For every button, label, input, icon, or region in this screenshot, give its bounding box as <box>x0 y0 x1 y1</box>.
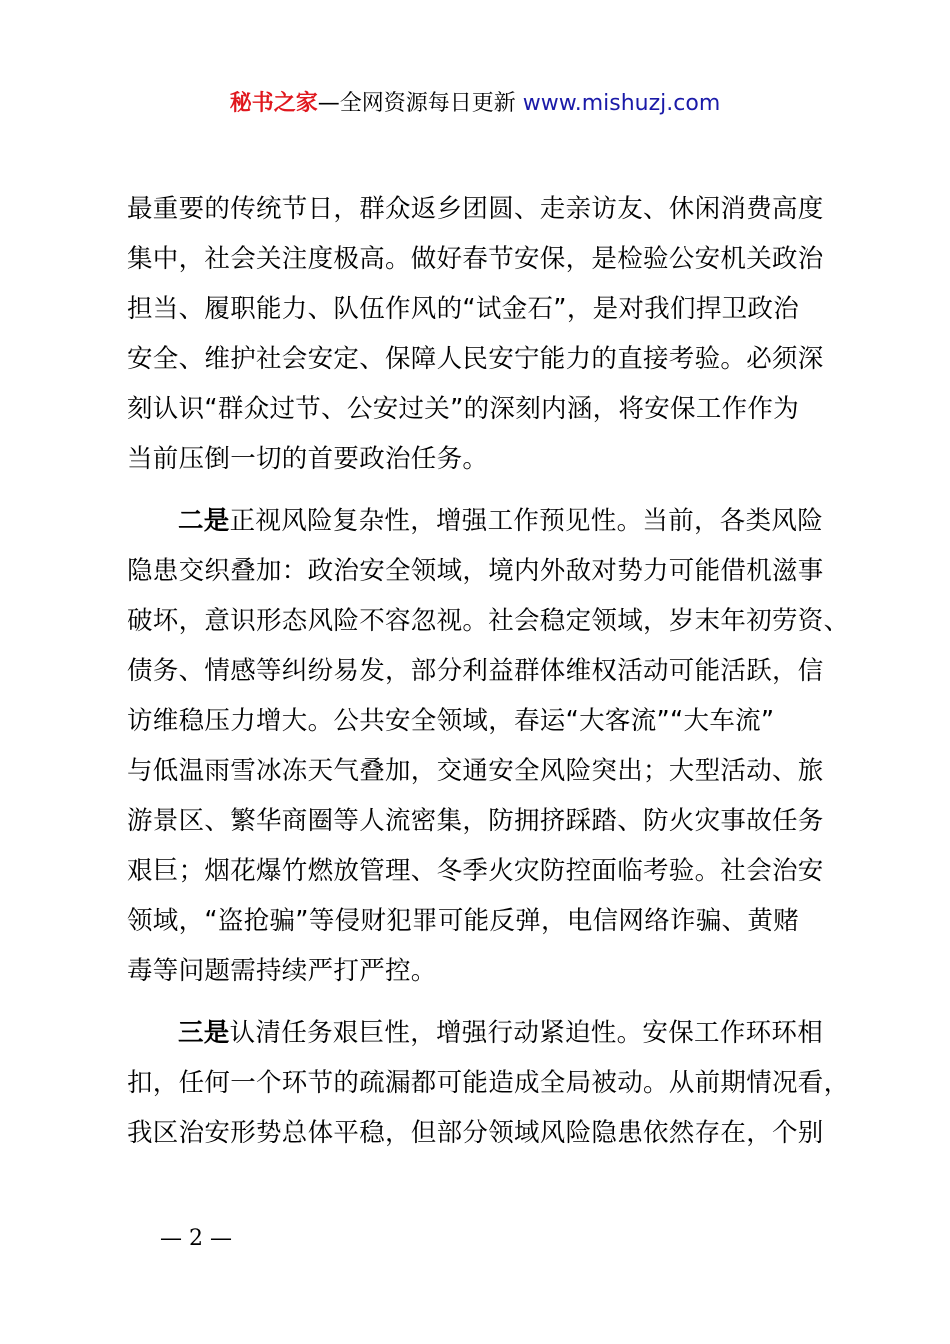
text-line: 破坏，意识形态风险不容忽视。社会稳定领域，岁末年初劳资、 <box>127 606 850 636</box>
text-line: 扣，任何一个环节的疏漏都可能造成全局被动。从前期情况看， <box>127 1068 850 1098</box>
document-body <box>127 184 850 1158</box>
text-line: 我区治安形势总体平稳，但部分领域风险隐患依然存在，个别 <box>127 1118 824 1148</box>
paragraph-first-text: 认清任务艰巨性，增强行动紧迫性。安保工作环环相 <box>229 1018 824 1048</box>
text-line: 债务、情感等纠纷易发，部分利益群体维权活动可能活跃，信 <box>127 656 824 686</box>
text-line: 艰巨；烟花爆竹燃放管理、冬季火灾防控面临考验。社会治安 <box>127 856 824 886</box>
paragraph-1 <box>127 184 847 484</box>
text-line: 与低温雨雪冰冻天气叠加，交通安全风险突出；大型活动、旅 <box>127 756 824 786</box>
site-url: www.mishuzj.com <box>522 91 721 116</box>
text-line: 担当、履职能力、队伍作风的“试金石”，是对我们捍卫政治 <box>127 294 800 324</box>
text-line: 游景区、繁华商圈等人流密集，防拥挤踩踏、防火灾事故任务 <box>127 806 824 836</box>
text-line: 领域，“盗抢骗”等侵财犯罪可能反弹，电信网络诈骗、黄赌 <box>127 906 800 936</box>
text-line-first <box>127 1008 847 1058</box>
site-slogan: —全网资源每日更新 <box>317 91 523 116</box>
text-line: 刻认识“群众过节、公安过关”的深刻内涵，将安保工作作为 <box>127 394 800 424</box>
text-line: 隐患交织叠加：政治安全领域，境内外敌对势力可能借机滋事 <box>127 556 824 586</box>
text-line: 当前压倒一切的首要政治任务。 <box>127 444 489 474</box>
text-line: 毒等问题需持续严打严控。 <box>127 956 437 986</box>
site-brand-name: 秘书之家 <box>229 91 318 116</box>
text-line: 安全、维护社会安定、保障人民安宁能力的直接考验。必须深 <box>127 344 824 374</box>
page-number: — 2 — <box>160 1226 232 1251</box>
paragraph-3 <box>127 1008 850 1158</box>
text-line-first <box>127 496 847 546</box>
site-watermark-header <box>0 86 950 122</box>
paragraph-lead: 三是 <box>178 1018 230 1048</box>
text-line: 最重要的传统节日，群众返乡团圆、走亲访友、休闲消费高度 <box>127 194 824 224</box>
text-line: 集中，社会关注度极高。做好春节安保，是检验公安机关政治 <box>127 244 824 274</box>
text-line: 访维稳压力增大。公共安全领域，春运“大客流”“大车流” <box>127 706 775 736</box>
paragraph-2 <box>127 496 850 996</box>
paragraph-first-text: 正视风险复杂性，增强工作预见性。当前，各类风险 <box>229 506 824 536</box>
paragraph-lead: 二是 <box>178 506 230 536</box>
